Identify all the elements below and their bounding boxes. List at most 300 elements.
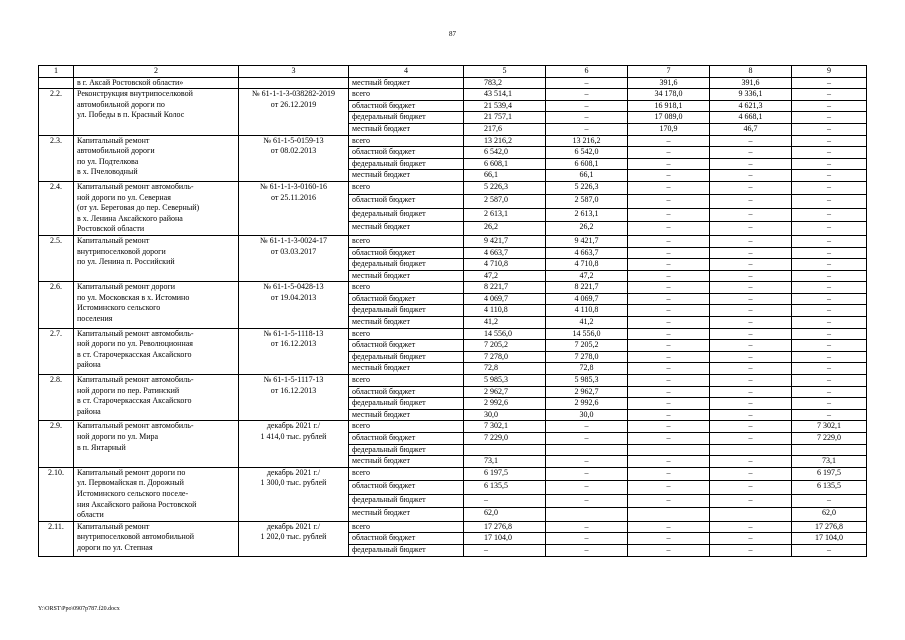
- amount-col-9: –: [792, 494, 867, 507]
- funding-source: областной бюджет: [349, 293, 464, 305]
- amount-col-6: 2 962,7: [546, 386, 628, 398]
- amount-col-9: [792, 444, 867, 456]
- funding-source: областной бюджет: [349, 481, 464, 494]
- funding-source: федеральный бюджет: [349, 444, 464, 456]
- funding-source: федеральный бюджет: [349, 208, 464, 221]
- funding-source: местный бюджет: [349, 409, 464, 421]
- document-info-line: № 61-1-5-0428-13: [263, 282, 324, 292]
- amount-col-6: 30,0: [546, 409, 628, 421]
- amount-col-7: –: [628, 375, 710, 387]
- funding-source: федеральный бюджет: [349, 544, 464, 556]
- amount-col-7: 17 089,0: [628, 112, 710, 124]
- object-name-line: Капитальный ремонт дороги: [77, 282, 176, 292]
- amount-col-6: 5 985,3: [546, 375, 628, 387]
- funding-source: всего: [349, 89, 464, 101]
- amount-total: 26,2: [464, 222, 546, 236]
- amount-total: 73,1: [464, 456, 546, 468]
- document-info: [239, 282, 349, 328]
- amount-col-8: –: [710, 181, 792, 194]
- amount-total: 13 216,2: [464, 135, 546, 147]
- document-info-line: декабрь 2021 г./: [266, 421, 321, 431]
- object-name: [74, 77, 239, 89]
- amount-total: 21 539,4: [464, 100, 546, 112]
- column-number: 1: [39, 66, 74, 78]
- amount-col-8: –: [710, 235, 792, 247]
- item-number: 2.2.: [39, 89, 74, 135]
- table-row: [39, 521, 867, 533]
- amount-col-9: –: [792, 158, 867, 170]
- funding-source: всего: [349, 282, 464, 294]
- funding-source: областной бюджет: [349, 195, 464, 208]
- funding-source: федеральный бюджет: [349, 112, 464, 124]
- amount-col-7: –: [628, 481, 710, 494]
- amount-col-6: 8 221,7: [546, 282, 628, 294]
- object-name: [74, 282, 239, 328]
- funding-source: местный бюджет: [349, 123, 464, 135]
- object-name-line: внутрипоселковой автомобильной: [77, 532, 195, 542]
- object-name-line: ул. Победы в п. Красный Колос: [77, 110, 185, 120]
- amount-total: 4 069,7: [464, 293, 546, 305]
- amount-total: 17 104,0: [464, 533, 546, 545]
- amount-col-9: –: [792, 328, 867, 340]
- object-name-line: в п. Янтарный: [77, 442, 126, 452]
- amount-col-7: –: [628, 363, 710, 375]
- amount-col-8: –: [710, 158, 792, 170]
- object-name-line: района: [77, 406, 101, 416]
- amount-col-7: 16 918,1: [628, 100, 710, 112]
- amount-total: 5 226,3: [464, 181, 546, 194]
- amount-col-9: 6 197,5: [792, 467, 867, 480]
- funding-source: областной бюджет: [349, 247, 464, 259]
- object-name-line: Ростовской области: [77, 224, 145, 234]
- document-info: [239, 375, 349, 421]
- object-name-line: по ул. Ленина п. Российский: [77, 257, 175, 267]
- object-name: [74, 135, 239, 181]
- funding-source: областной бюджет: [349, 433, 464, 445]
- amount-col-8: –: [710, 328, 792, 340]
- item-number: [39, 77, 74, 89]
- amount-total: 2 587,0: [464, 195, 546, 208]
- funding-source: областной бюджет: [349, 340, 464, 352]
- table-row: [39, 181, 867, 194]
- document-info-line: декабрь 2021 г./: [266, 467, 321, 477]
- amount-col-9: 73,1: [792, 456, 867, 468]
- document-info: [239, 135, 349, 181]
- amount-col-9: –: [792, 270, 867, 282]
- object-name-line: области: [77, 510, 104, 520]
- amount-col-9: –: [792, 305, 867, 317]
- amount-col-9: –: [792, 112, 867, 124]
- object-name-line: ной дороги по ул. Мира: [77, 432, 159, 441]
- funding-source: местный бюджет: [349, 77, 464, 89]
- amount-total: 2 962,7: [464, 386, 546, 398]
- amount-col-8: 4 668,1: [710, 112, 792, 124]
- amount-col-7: –: [628, 494, 710, 507]
- object-name-line: Капитальный ремонт автомобиль-: [77, 421, 194, 431]
- funding-source: местный бюджет: [349, 508, 464, 522]
- amount-col-7: –: [628, 259, 710, 271]
- item-number: 2.11.: [39, 521, 74, 556]
- amount-col-6: –: [546, 494, 628, 507]
- amount-col-6: 41,2: [546, 317, 628, 329]
- amount-total: 217,6: [464, 123, 546, 135]
- object-name-line: ния Аксайского района Ростовской: [77, 499, 197, 509]
- object-name-line: в х. Ленина Аксайского района: [77, 213, 183, 223]
- amount-col-8: –: [710, 521, 792, 533]
- amount-col-8: –: [710, 208, 792, 221]
- amount-col-9: –: [792, 222, 867, 236]
- amount-col-8: –: [710, 282, 792, 294]
- document-info-line: 1 300,0 тыс. рублей: [260, 478, 327, 488]
- amount-col-8: –: [710, 456, 792, 468]
- amount-col-7: 34 178,0: [628, 89, 710, 101]
- amount-col-9: –: [792, 147, 867, 159]
- funding-source: местный бюджет: [349, 363, 464, 375]
- amount-col-9: –: [792, 170, 867, 182]
- document-info: [239, 235, 349, 281]
- amount-col-9: –: [792, 123, 867, 135]
- object-name: [74, 421, 239, 467]
- object-name-line: в ст. Старочеркасская Аксайского: [77, 349, 192, 359]
- object-name-line: дороги по ул. Степная: [77, 542, 153, 552]
- amount-col-9: –: [792, 259, 867, 271]
- amount-total: 72,8: [464, 363, 546, 375]
- amount-total: 7 205,2: [464, 340, 546, 352]
- column-number: 4: [349, 66, 464, 78]
- amount-col-8: [710, 508, 792, 522]
- object-name-line: ул. Первомайская п. Дорожный: [77, 478, 184, 488]
- funding-source: местный бюджет: [349, 270, 464, 282]
- amount-col-7: –: [628, 351, 710, 363]
- amount-col-9: 62,0: [792, 508, 867, 522]
- funding-source: всего: [349, 181, 464, 194]
- amount-total: 62,0: [464, 508, 546, 522]
- object-name-line: внутрипоселковой дороги: [77, 246, 166, 256]
- funding-source: областной бюджет: [349, 147, 464, 159]
- amount-total: 4 710,8: [464, 259, 546, 271]
- funding-source: областной бюджет: [349, 386, 464, 398]
- amount-total: 6 135,5: [464, 481, 546, 494]
- funding-source: местный бюджет: [349, 317, 464, 329]
- object-name: [74, 181, 239, 235]
- amount-col-8: –: [710, 363, 792, 375]
- object-name: [74, 89, 239, 135]
- funding-source: всего: [349, 235, 464, 247]
- amount-total: 17 276,8: [464, 521, 546, 533]
- amount-col-8: –: [710, 494, 792, 507]
- object-name-line: поселения: [77, 314, 113, 324]
- funding-source: всего: [349, 421, 464, 433]
- object-name: [74, 467, 239, 521]
- amount-col-6: 7 278,0: [546, 351, 628, 363]
- amount-col-8: 4 621,3: [710, 100, 792, 112]
- funding-source: местный бюджет: [349, 170, 464, 182]
- amount-total: –: [464, 544, 546, 556]
- amount-col-6: –: [546, 533, 628, 545]
- amount-col-9: –: [792, 100, 867, 112]
- funding-source: федеральный бюджет: [349, 158, 464, 170]
- amount-total: 47,2: [464, 270, 546, 282]
- table-row: [39, 282, 867, 294]
- column-number-row: [39, 66, 867, 78]
- amount-col-8: 9 336,1: [710, 89, 792, 101]
- amount-col-9: 7 229,0: [792, 433, 867, 445]
- amount-col-6: –: [546, 433, 628, 445]
- amount-col-6: –: [546, 100, 628, 112]
- amount-col-6: 5 226,3: [546, 181, 628, 194]
- amount-col-6: 72,8: [546, 363, 628, 375]
- document-info-line: декабрь 2021 г./: [266, 521, 321, 531]
- amount-col-9: 6 135,5: [792, 481, 867, 494]
- amount-col-8: [710, 444, 792, 456]
- table-row: [39, 77, 867, 89]
- amount-col-7: –: [628, 533, 710, 545]
- amount-col-6: 2 992,6: [546, 398, 628, 410]
- amount-total: –: [464, 494, 546, 507]
- object-name-line: Капитальный ремонт: [77, 135, 150, 145]
- amount-col-8: 391,6: [710, 77, 792, 89]
- funding-source: всего: [349, 375, 464, 387]
- column-number: 5: [464, 66, 546, 78]
- item-number: 2.6.: [39, 282, 74, 328]
- amount-col-6: –: [546, 421, 628, 433]
- amount-col-8: –: [710, 170, 792, 182]
- amount-col-7: –: [628, 456, 710, 468]
- table-row: [39, 89, 867, 101]
- amount-total: 5 985,3: [464, 375, 546, 387]
- amount-col-8: –: [710, 544, 792, 556]
- amount-col-6: –: [546, 481, 628, 494]
- amount-col-7: –: [628, 181, 710, 194]
- amount-col-9: –: [792, 181, 867, 194]
- table-row: [39, 421, 867, 433]
- amount-col-9: –: [792, 89, 867, 101]
- amount-col-7: –: [628, 328, 710, 340]
- document-info: [239, 77, 349, 89]
- amount-col-9: –: [792, 235, 867, 247]
- column-number: 6: [546, 66, 628, 78]
- amount-total: 43 514,1: [464, 89, 546, 101]
- object-name: [74, 521, 239, 556]
- document-info-line: № 61-1-1-3-038282-2019: [252, 89, 335, 99]
- amount-col-7: –: [628, 208, 710, 221]
- amount-col-9: –: [792, 293, 867, 305]
- object-name-line: Истоминского сельского: [77, 303, 161, 313]
- amount-col-7: [628, 508, 710, 522]
- amount-col-8: –: [710, 421, 792, 433]
- amount-col-8: –: [710, 409, 792, 421]
- document-info-line: № 61-1-1-3-0160-16: [260, 181, 327, 191]
- funding-source: федеральный бюджет: [349, 305, 464, 317]
- column-number: 7: [628, 66, 710, 78]
- amount-col-9: –: [792, 247, 867, 259]
- amount-col-7: –: [628, 409, 710, 421]
- amount-col-7: –: [628, 247, 710, 259]
- amount-col-6: 2 587,0: [546, 195, 628, 208]
- funding-source: федеральный бюджет: [349, 351, 464, 363]
- item-number: 2.9.: [39, 421, 74, 467]
- amount-col-7: –: [628, 386, 710, 398]
- table-row: [39, 375, 867, 387]
- object-name-line: автомобильной дороги: [77, 146, 155, 156]
- object-name-line: в х. Пчеловодный: [77, 167, 138, 177]
- document-info-line: № 61-1-5-0159-13: [263, 135, 324, 145]
- amount-col-6: 6 608,1: [546, 158, 628, 170]
- funding-source: местный бюджет: [349, 456, 464, 468]
- object-name-line: по ул. Подтелкова: [77, 156, 139, 166]
- amount-col-7: –: [628, 305, 710, 317]
- amount-col-6: 4 663,7: [546, 247, 628, 259]
- amount-total: 14 556,0: [464, 328, 546, 340]
- amount-col-8: –: [710, 398, 792, 410]
- object-name-line: автомобильной дороги по: [77, 99, 165, 109]
- document-info: [239, 421, 349, 467]
- amount-col-8: –: [710, 247, 792, 259]
- amount-col-6: 26,2: [546, 222, 628, 236]
- amount-col-7: –: [628, 135, 710, 147]
- amount-col-7: –: [628, 398, 710, 410]
- amount-col-8: –: [710, 386, 792, 398]
- funding-source: областной бюджет: [349, 533, 464, 545]
- amount-col-7: –: [628, 544, 710, 556]
- amount-col-9: –: [792, 351, 867, 363]
- amount-col-7: –: [628, 467, 710, 480]
- object-name-line: Капитальный ремонт дороги по: [77, 467, 186, 477]
- item-number: 2.10.: [39, 467, 74, 521]
- amount-col-7: –: [628, 433, 710, 445]
- amount-col-8: –: [710, 467, 792, 480]
- document-info-line: № 61-1-5-1117-13: [263, 375, 324, 385]
- amount-total: 8 221,7: [464, 282, 546, 294]
- object-name-line: (от ул. Береговая до пер. Северный): [77, 203, 200, 213]
- amount-total: 2 992,6: [464, 398, 546, 410]
- amount-total: 7 278,0: [464, 351, 546, 363]
- amount-col-6: 47,2: [546, 270, 628, 282]
- amount-col-8: 46,7: [710, 123, 792, 135]
- amount-col-8: –: [710, 195, 792, 208]
- amount-col-8: –: [710, 340, 792, 352]
- amount-col-6: 9 421,7: [546, 235, 628, 247]
- amount-col-8: –: [710, 259, 792, 271]
- amount-col-7: –: [628, 170, 710, 182]
- funding-source: всего: [349, 521, 464, 533]
- amount-col-9: 17 104,0: [792, 533, 867, 545]
- amount-col-6: –: [546, 456, 628, 468]
- object-name-line: в ст. Старочеркасская Аксайского: [77, 396, 192, 406]
- document-info-line: от 03.03.2017: [270, 246, 317, 256]
- amount-col-7: –: [628, 317, 710, 329]
- amount-col-7: –: [628, 270, 710, 282]
- amount-total: 783,2: [464, 77, 546, 89]
- amount-col-8: –: [710, 222, 792, 236]
- amount-col-6: –: [546, 89, 628, 101]
- amount-col-7: –: [628, 293, 710, 305]
- amount-col-6: 4 110,8: [546, 305, 628, 317]
- amount-col-7: –: [628, 421, 710, 433]
- item-number: 2.5.: [39, 235, 74, 281]
- document-info-line: от 26.12.2019: [270, 99, 317, 109]
- document-info: [239, 521, 349, 556]
- amount-col-9: 17 276,8: [792, 521, 867, 533]
- amount-col-8: –: [710, 351, 792, 363]
- amount-total: 21 757,1: [464, 112, 546, 124]
- amount-col-6: –: [546, 544, 628, 556]
- document-info-line: от 08.02.2013: [270, 146, 317, 156]
- amount-col-9: –: [792, 544, 867, 556]
- object-name: [74, 235, 239, 281]
- object-name-line: в г. Аксай Ростовской области»: [77, 77, 184, 87]
- document-info: [239, 181, 349, 235]
- funding-source: местный бюджет: [349, 222, 464, 236]
- amount-col-6: 13 216,2: [546, 135, 628, 147]
- document-info: [239, 328, 349, 374]
- amount-col-6: –: [546, 123, 628, 135]
- document-info-line: 1 202,0 тыс. рублей: [260, 532, 327, 542]
- amount-col-8: –: [710, 533, 792, 545]
- amount-total: 66,1: [464, 170, 546, 182]
- funding-source: федеральный бюджет: [349, 398, 464, 410]
- document-info-line: № 61-1-5-1118-13: [263, 328, 324, 338]
- amount-col-8: –: [710, 293, 792, 305]
- amount-col-9: –: [792, 282, 867, 294]
- document-info-line: от 16.12.2013: [270, 385, 317, 395]
- funding-source: всего: [349, 135, 464, 147]
- amount-total: [464, 444, 546, 456]
- amount-total: 4 663,7: [464, 247, 546, 259]
- amount-total: 30,0: [464, 409, 546, 421]
- item-number: 2.3.: [39, 135, 74, 181]
- amount-col-7: –: [628, 340, 710, 352]
- amount-col-8: –: [710, 305, 792, 317]
- amount-col-9: –: [792, 317, 867, 329]
- item-number: 2.8.: [39, 375, 74, 421]
- amount-col-9: –: [792, 208, 867, 221]
- column-number: 2: [74, 66, 239, 78]
- amount-col-9: –: [792, 135, 867, 147]
- object-name-line: Капитальный ремонт автомобиль-: [77, 181, 194, 191]
- amount-col-6: [546, 508, 628, 522]
- table-row: [39, 328, 867, 340]
- document-info-line: от 19.04.2013: [270, 292, 317, 302]
- amount-col-9: –: [792, 195, 867, 208]
- amount-col-7: –: [628, 521, 710, 533]
- page-number: 87: [449, 30, 456, 38]
- amount-col-9: –: [792, 398, 867, 410]
- object-name-line: Истоминского сельского поселе-: [77, 488, 189, 498]
- amount-total: 6 542,0: [464, 147, 546, 159]
- object-name-line: по ул. Московская в х. Истомино: [77, 292, 190, 302]
- funding-source: федеральный бюджет: [349, 494, 464, 507]
- item-number: 2.4.: [39, 181, 74, 235]
- object-name-line: ной дороги по пер. Ратинский: [77, 385, 180, 395]
- amount-col-6: –: [546, 521, 628, 533]
- amount-col-6: –: [546, 77, 628, 89]
- funding-source: всего: [349, 467, 464, 480]
- amount-col-7: –: [628, 222, 710, 236]
- funding-source: федеральный бюджет: [349, 259, 464, 271]
- column-number: 8: [710, 66, 792, 78]
- object-name-line: Капитальный ремонт: [77, 521, 150, 531]
- amount-col-6: 2 613,1: [546, 208, 628, 221]
- amount-col-8: –: [710, 147, 792, 159]
- column-number: 3: [239, 66, 349, 78]
- amount-col-6: 4 710,8: [546, 259, 628, 271]
- amount-total: 7 302,1: [464, 421, 546, 433]
- amount-total: 41,2: [464, 317, 546, 329]
- amount-col-7: –: [628, 158, 710, 170]
- amount-col-6: –: [546, 467, 628, 480]
- amount-col-6: 7 205,2: [546, 340, 628, 352]
